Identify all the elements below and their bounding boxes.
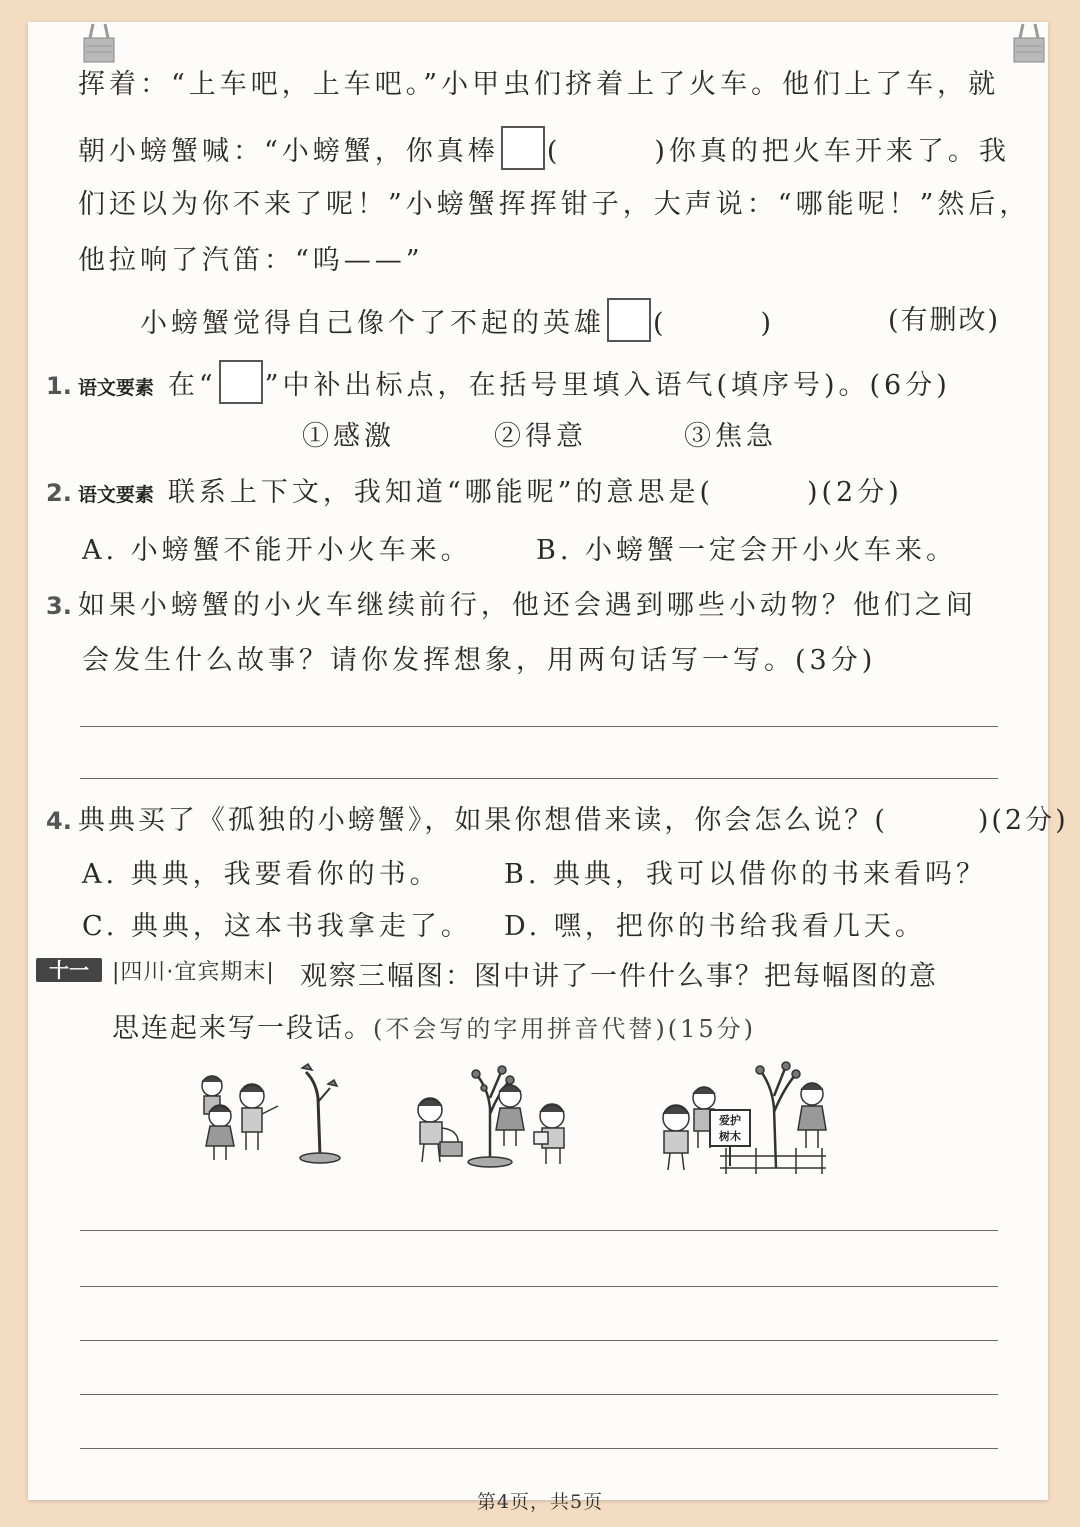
question-2	[46, 470, 903, 509]
question-1-text-a: 在“	[167, 370, 217, 401]
question-1	[46, 360, 951, 404]
passage-line-5	[140, 298, 775, 342]
question-number: 3.	[46, 592, 72, 620]
question-number: 2.	[46, 479, 72, 507]
passage-line-5-text: 小螃蟹觉得自己像个了不起的英雄	[140, 308, 605, 339]
question-3	[46, 583, 977, 622]
option-b: B. 典典，我可以借你的书来看吗？	[504, 859, 988, 890]
sign-text-line-2: 树木	[719, 1130, 741, 1143]
binder-clip-icon	[80, 22, 118, 64]
page-number-footer: 第4页，共5页	[476, 1491, 604, 1513]
passage-line-2-text: 朝小螃蟹喊：“小螃蟹，你真棒	[78, 136, 499, 167]
punctuation-box-1[interactable]	[501, 126, 545, 170]
passage-line-1: 挥着：“上车吧，上车吧。”小甲虫们挤着上了火车。他们上了车，就	[78, 69, 1000, 100]
illustration-children-watering-tree	[406, 1058, 586, 1168]
option-c: C. 典典，这本书我拿走了。	[82, 911, 472, 942]
option-d: D. 嘿，把你的书给我看几天。	[504, 911, 926, 942]
option-a: A. 小螃蟹不能开小火车来。	[82, 535, 472, 566]
tone-blank-1: ( )你真的把火车开来了。我	[546, 136, 1010, 167]
passage-line-2	[78, 126, 1010, 170]
passage-line-3: 们还以为你不来了呢！”小螃蟹挥挥钳子，大声说：“哪能呢！”然后，	[78, 189, 1031, 220]
illustration-children-and-tree	[190, 1058, 350, 1168]
punctuation-box-2[interactable]	[607, 298, 651, 342]
writing-line[interactable]	[80, 1286, 998, 1287]
question-tag: 语文要素	[77, 484, 154, 506]
answer-line[interactable]	[80, 778, 998, 779]
option-a: A. 典典，我要看你的书。	[82, 859, 441, 890]
section-note: (不会写的字用拼音代替)(15分)	[373, 1015, 756, 1043]
question-number: 1.	[46, 372, 72, 400]
option-b: B. 小螃蟹一定会开小火车来。	[536, 535, 958, 566]
question-tag: 语文要素	[77, 377, 154, 399]
illustration-protect-trees-sign	[636, 1058, 836, 1178]
question-1-text-b: ”中补出标点，在括号里填入语气(填序号)。(6分)	[264, 370, 951, 401]
tone-blank-2: ( )	[653, 308, 776, 339]
sign-text-line-1: 爱护	[719, 1114, 741, 1127]
passage-line-4: 他拉响了汽笛：“呜——”	[78, 245, 424, 276]
section-title-text: 思连起来写一段话。	[112, 1013, 373, 1044]
question-2-text: 联系上下文，我知道“哪能呢”的意思是( )(2分)	[167, 477, 903, 508]
answer-line[interactable]	[80, 726, 998, 727]
writing-line[interactable]	[80, 1340, 998, 1341]
question-4-text: 典典买了《孤独的小螃蟹》，如果你想借来读，你会怎么说？( )(2分)	[77, 805, 1069, 836]
section-number-badge: 十一	[36, 958, 102, 982]
section-source: |四川·宜宾期末|	[112, 960, 275, 985]
question-3-line-1: 如果小螃蟹的小火车继续前行，他还会遇到哪些小动物？他们之间	[77, 590, 977, 621]
writing-line[interactable]	[80, 1394, 998, 1395]
section-title-line-2	[112, 1006, 756, 1045]
question-number: 4.	[46, 807, 72, 835]
section-title-line-1: 观察三幅图：图中讲了一件什么事？把每幅图的意	[300, 961, 938, 992]
writing-line[interactable]	[80, 1230, 998, 1231]
example-box	[219, 360, 263, 404]
question-4	[46, 798, 1069, 837]
question-3-line-2: 会发生什么故事？请你发挥想象，用两句话写一写。(3分)	[82, 645, 877, 676]
option-1: ①感激	[302, 421, 395, 452]
option-3: ③焦急	[684, 421, 777, 452]
writing-line[interactable]	[80, 1448, 998, 1449]
binder-clip-icon	[1010, 22, 1048, 64]
option-2: ②得意	[494, 421, 587, 452]
adaptation-note: (有删改)	[888, 305, 1001, 336]
